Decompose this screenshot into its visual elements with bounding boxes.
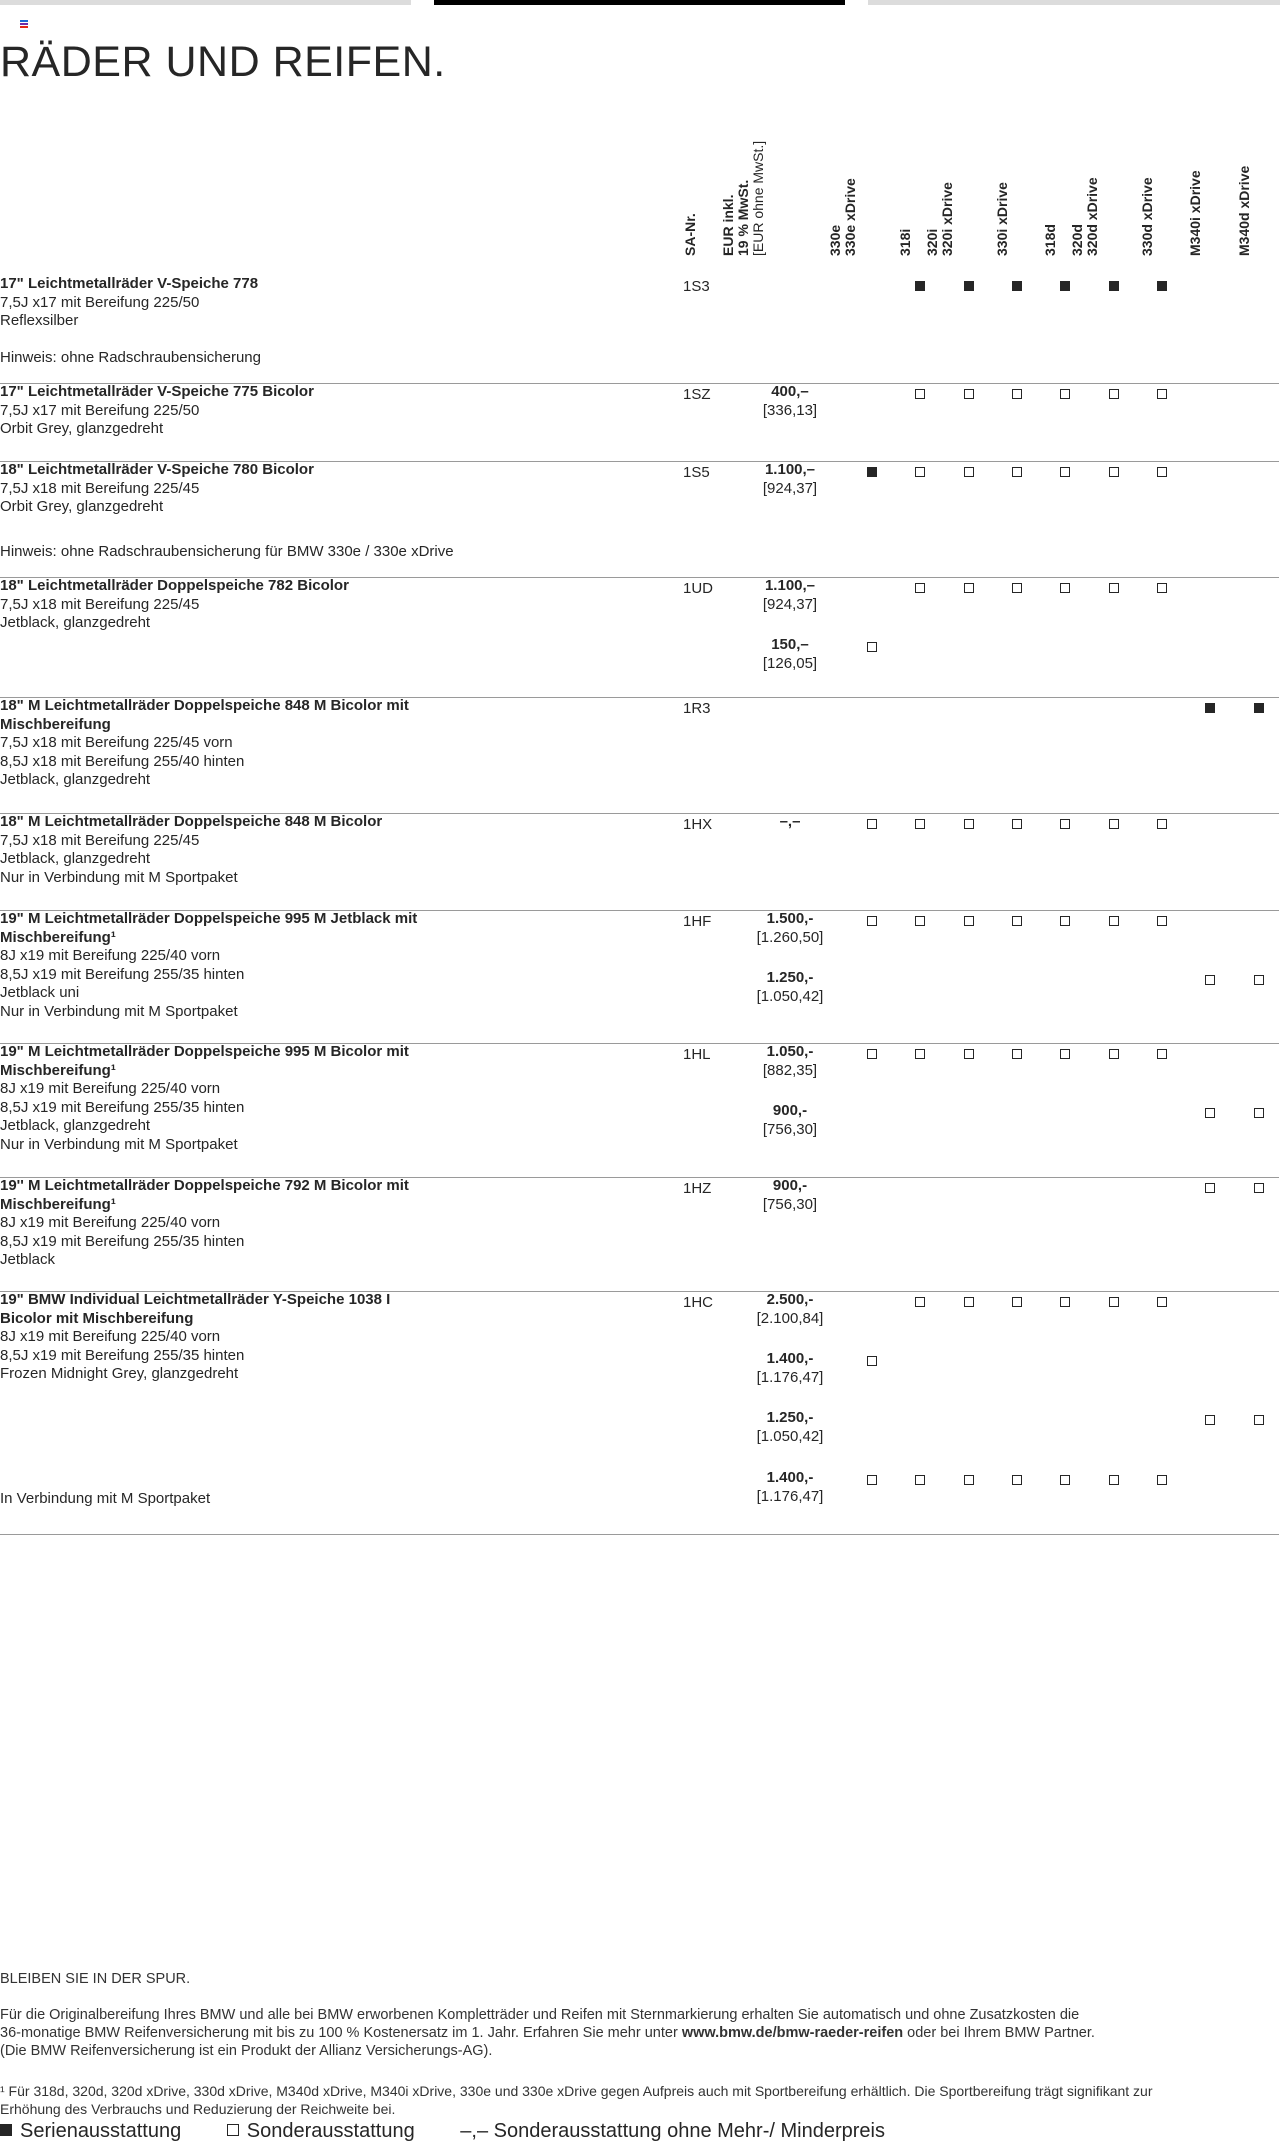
optional-equipment-mark <box>964 389 974 399</box>
model-header-line1: 330i xDrive <box>994 182 1010 256</box>
standard-equipment-mark <box>915 281 925 291</box>
model-header-line2: 320i xDrive <box>939 182 955 256</box>
standard-equipment-mark <box>964 281 974 291</box>
price-cell <box>730 910 850 947</box>
wheel-note: Hinweis: ohne Radschraubensicherung <box>0 349 261 366</box>
price-cell <box>730 1102 850 1139</box>
wheel-spec-line: Reflexsilber <box>0 312 79 329</box>
price-cell <box>730 1409 850 1446</box>
optional-equipment-mark <box>1060 467 1070 477</box>
model-header-line1: 320i <box>924 228 940 256</box>
price-eur: 1.400,- <box>766 1469 814 1486</box>
tab-segment-1[interactable] <box>0 0 411 5</box>
optional-equipment-mark <box>1060 583 1070 593</box>
table-row <box>0 461 1279 578</box>
model-header-line2: 330e xDrive <box>842 178 858 256</box>
table-row <box>0 697 1279 814</box>
price-cell <box>730 1350 850 1387</box>
wheel-spec-line: 7,5J x17 mit Bereifung 225/50 <box>0 401 200 419</box>
optional-equipment-mark <box>915 916 925 926</box>
optional-equipment-mark <box>1205 1183 1215 1193</box>
optional-equipment-mark <box>1109 1475 1119 1485</box>
wheel-spec-line: 7,5J x18 mit Bereifung 225/45 vorn <box>0 734 233 751</box>
optional-equipment-mark <box>1254 1183 1264 1193</box>
optional-equipment-mark <box>867 916 877 926</box>
optional-equipment-mark <box>964 819 974 829</box>
price-net: [924,37] <box>762 479 818 497</box>
wheel-description <box>0 577 480 633</box>
optional-equipment-mark <box>915 467 925 477</box>
table-row <box>0 275 1279 384</box>
wheel-title: 18" Leichtmetallräder V-Speiche 780 Bicolor <box>0 461 314 478</box>
price-net: [1.050,42] <box>756 1427 824 1445</box>
table-row <box>0 813 1279 911</box>
wheel-title: 19'' M Leichtmetallräder Doppelspeiche 792 M Bicolor mit Mischbereifung¹ <box>0 1177 409 1213</box>
optional-equipment-mark <box>1012 1297 1022 1307</box>
price-net: [2.100,84] <box>756 1309 824 1327</box>
model-header-line1: 318d <box>1042 224 1058 256</box>
sa-number: 1HZ <box>683 1180 712 1197</box>
optional-equipment-mark <box>1157 583 1167 593</box>
table-row <box>0 1291 1279 1535</box>
price-cell <box>730 1469 850 1506</box>
optional-equipment-mark <box>1060 819 1070 829</box>
price-net: [1.050,42] <box>756 987 824 1005</box>
wheel-note: In Verbindung mit M Sportpaket <box>0 1490 211 1507</box>
legend-dash: –,– Sonderausstattung ohne Mehr-/ Minderpreis <box>460 2120 885 2142</box>
standard-equipment-mark <box>1205 703 1215 713</box>
price-eur: –,– <box>779 813 801 830</box>
wheel-title: 18" M Leichtmetallräder Doppelspeiche 848 M Bicolor <box>0 813 383 830</box>
optional-equipment-mark <box>1012 1049 1022 1059</box>
footer-line-2a: 36-monatige BMW Reifenversicherung mit bis zu 100 % Kostenersatz im 1. Jahr. Erfahren Sie mehr unter <box>0 2025 682 2041</box>
legend-serie <box>0 2120 181 2142</box>
tab-bar <box>0 0 1280 6</box>
sa-number: 1S5 <box>683 464 710 481</box>
wheel-spec-line: Jetblack, glanzgedreht <box>0 614 151 631</box>
optional-equipment-mark <box>915 583 925 593</box>
optional-equipment-mark <box>915 1297 925 1307</box>
optional-equipment-mark <box>1012 819 1022 829</box>
price-cell <box>730 1177 850 1214</box>
optional-equipment-mark <box>1254 1108 1264 1118</box>
price-cell <box>730 1043 850 1080</box>
price-header-3: [EUR ohne MwSt.] <box>750 140 766 256</box>
wheel-spec-line: 8,5J x19 mit Bereifung 255/35 hinten <box>0 965 245 983</box>
wheel-spec-line: Nur in Verbindung mit M Sportpaket <box>0 868 238 886</box>
wheel-spec-line: Orbit Grey, glanzgedreht <box>0 420 164 437</box>
model-header-line1: M340d xDrive <box>1236 165 1252 256</box>
optional-equipment-mark <box>964 583 974 593</box>
wheel-spec-line: 8J x19 mit Bereifung 225/40 vorn <box>0 1214 221 1231</box>
price-cell <box>730 577 850 614</box>
wheel-description <box>0 461 480 517</box>
model-header-line2: 320d xDrive <box>1084 177 1100 256</box>
wheel-spec-line: Jetblack, glanzgedreht <box>0 850 151 867</box>
standard-equipment-mark <box>1109 281 1119 291</box>
wheel-spec-line: Frozen Midnight Grey, glanzgedreht <box>0 1365 239 1382</box>
wheel-spec-line: 7,5J x18 mit Bereifung 225/45 <box>0 479 200 497</box>
wheel-title: 18" Leichtmetallräder Doppelspeiche 782 Bicolor <box>0 577 349 594</box>
price-eur: 1.050,- <box>766 1043 814 1060</box>
price-eur: 1.250,- <box>766 1409 814 1426</box>
optional-equipment-mark <box>1205 975 1215 985</box>
optional-equipment-mark <box>1157 467 1167 477</box>
price-header-2: 19 % MwSt. <box>735 179 751 256</box>
price-eur: 1.250,- <box>766 969 814 986</box>
price-eur: 900,- <box>772 1102 808 1119</box>
optional-equipment-mark <box>915 389 925 399</box>
price-net: [1.260,50] <box>756 928 824 946</box>
price-eur: 150,– <box>771 636 809 653</box>
optional-equipment-mark <box>1205 1108 1215 1118</box>
footer-insurance-text <box>0 2006 1270 2060</box>
sa-header: SA-Nr. <box>682 213 698 256</box>
optional-equipment-mark <box>1060 389 1070 399</box>
sa-number: 1UD <box>683 580 714 597</box>
price-eur: 1.400,- <box>766 1350 814 1367</box>
model-header-line1: 330e <box>827 224 843 256</box>
footer-heading: BLEIBEN SIE IN DER SPUR. <box>0 1971 191 1987</box>
optional-equipment-mark <box>964 467 974 477</box>
wheel-spec-line: 8J x19 mit Bereifung 225/40 vorn <box>0 1080 221 1097</box>
legend-sonder-label: Sonderausstattung <box>246 2120 415 2142</box>
wheel-spec-line: 8,5J x19 mit Bereifung 255/35 hinten <box>0 1098 245 1116</box>
sa-number: 1HL <box>683 1046 711 1063</box>
sa-number: 1R3 <box>683 700 711 717</box>
optional-equipment-mark <box>1109 467 1119 477</box>
price-net: [756,30] <box>762 1120 818 1138</box>
wheel-spec-line: 7,5J x18 mit Bereifung 225/45 <box>0 831 200 849</box>
wheel-spec-line: Nur in Verbindung mit M Sportpaket <box>0 1002 238 1020</box>
wheel-description <box>0 813 480 887</box>
model-header-line1: 330d xDrive <box>1139 177 1155 256</box>
page-title: RÄDER UND REIFEN. <box>0 38 446 86</box>
wheel-title: 17" Leichtmetallräder V-Speiche 778 <box>0 275 259 292</box>
price-header-1: EUR inkl. <box>720 194 736 256</box>
wheel-title: 17" Leichtmetallräder V-Speiche 775 Bicolor <box>0 383 314 400</box>
sa-number: 1HC <box>683 1294 714 1311</box>
wheel-title: 19" M Leichtmetallräder Doppelspeiche 995 M Bicolor mit Mischbereifung¹ <box>0 1043 409 1079</box>
wheel-description <box>0 1291 480 1384</box>
optional-equipment-mark <box>1157 389 1167 399</box>
model-header-line1: 320d <box>1069 224 1085 256</box>
wheel-title: 19" BMW Individual Leichtmetallräder Y-Speiche 1038 I Bicolor mit Mischbereifung <box>0 1291 391 1327</box>
wheel-spec-line: 8J x19 mit Bereifung 225/40 vorn <box>0 947 221 964</box>
tab-segment-3[interactable] <box>868 0 1280 5</box>
table-row <box>0 1043 1279 1178</box>
optional-equipment-mark <box>964 1049 974 1059</box>
sa-number: 1S3 <box>683 278 710 295</box>
open-square-icon <box>227 2124 239 2136</box>
price-cell <box>730 813 850 832</box>
optional-equipment-mark <box>1012 583 1022 593</box>
optional-equipment-mark <box>915 1049 925 1059</box>
price-eur: 2.500,- <box>766 1291 814 1308</box>
optional-equipment-mark <box>1012 916 1022 926</box>
wheel-description <box>0 383 480 439</box>
price-eur: 1.500,- <box>766 910 814 927</box>
optional-equipment-mark <box>1060 1297 1070 1307</box>
price-cell <box>730 636 850 673</box>
price-net: [1.176,47] <box>756 1368 824 1386</box>
optional-equipment-mark <box>1012 467 1022 477</box>
price-net: [882,35] <box>762 1061 818 1079</box>
optional-equipment-mark <box>1109 819 1119 829</box>
legend-serie-label: Serienausstattung <box>20 2120 182 2142</box>
flag-icon <box>20 20 28 27</box>
wheel-spec-line: 8,5J x19 mit Bereifung 255/35 hinten <box>0 1232 245 1250</box>
wheel-description <box>0 697 480 790</box>
footer-line-1: Für die Originalbereifung Ihres BMW und alle bei BMW erworbenen Kompletträder und Reifen mit Sternmarkierung erhalten Sie automatisch und ohne Zusatzkosten die <box>0 2007 1080 2023</box>
optional-equipment-mark <box>1109 389 1119 399</box>
wheel-spec-line: Jetblack, glanzgedreht <box>0 771 151 788</box>
optional-equipment-mark <box>1012 1475 1022 1485</box>
optional-equipment-mark <box>915 819 925 829</box>
optional-equipment-mark <box>1157 1475 1167 1485</box>
wheel-note: Hinweis: ohne Radschraubensicherung für BMW 330e / 330e xDrive <box>0 543 454 560</box>
wheel-spec-line: Orbit Grey, glanzgedreht <box>0 498 164 515</box>
wheel-spec-line: Jetblack, glanzgedreht <box>0 1117 151 1134</box>
footer-line-2 <box>0 2024 1270 2042</box>
price-net: [1.176,47] <box>756 1487 824 1505</box>
filled-square-icon <box>0 2124 12 2136</box>
wheel-spec-line: Jetblack <box>0 1251 56 1268</box>
legend-sonder <box>227 2120 415 2142</box>
price-eur: 400,– <box>771 383 809 400</box>
model-header-line1: M340i xDrive <box>1187 170 1203 256</box>
wheel-spec-line: 8,5J x19 mit Bereifung 255/35 hinten <box>0 1346 245 1364</box>
price-net: [756,30] <box>762 1195 818 1213</box>
optional-equipment-mark <box>867 642 877 652</box>
wheel-spec-line: 8J x19 mit Bereifung 225/40 vorn <box>0 1328 221 1345</box>
optional-equipment-mark <box>1109 1049 1119 1059</box>
price-cell <box>730 383 850 420</box>
optional-equipment-mark <box>1060 1475 1070 1485</box>
optional-equipment-mark <box>1254 1415 1264 1425</box>
price-net: [924,37] <box>762 595 818 613</box>
table-row <box>0 577 1279 698</box>
optional-equipment-mark <box>867 819 877 829</box>
optional-equipment-mark <box>1012 389 1022 399</box>
legend <box>0 2120 925 2143</box>
optional-equipment-mark <box>964 1475 974 1485</box>
optional-equipment-mark <box>1157 1297 1167 1307</box>
tab-segment-2-active[interactable] <box>434 0 845 5</box>
table-row <box>0 910 1279 1044</box>
sa-number: 1HF <box>683 913 712 930</box>
optional-equipment-mark <box>1157 1049 1167 1059</box>
price-cell <box>730 1291 850 1328</box>
standard-equipment-mark <box>867 467 877 477</box>
optional-equipment-mark <box>964 916 974 926</box>
price-net: [336,13] <box>762 401 818 419</box>
price-eur: 1.100,– <box>764 577 816 594</box>
standard-equipment-mark <box>1012 281 1022 291</box>
model-header-line1: 318i <box>897 228 913 256</box>
sa-number: 1SZ <box>683 386 711 403</box>
wheel-spec-line: Nur in Verbindung mit M Sportpaket <box>0 1135 238 1153</box>
footnote-line-2: Erhöhung des Verbrauchs und Reduzierung der Reichweite bei. <box>0 2101 396 2117</box>
footnote-line-1: ¹ Für 318d, 320d, 320d xDrive, 330d xDrive, M340d xDrive, M340i xDrive, 330e und 330e xDrive gegen Aufpreis auch mit Sportbereifung erhältlich. Die Sportbereifung trägt signifikant zur <box>0 2083 1153 2099</box>
optional-equipment-mark <box>1109 916 1119 926</box>
optional-equipment-mark <box>1157 819 1167 829</box>
footer-line-3: (Die BMW Reifenversicherung ist ein Produkt der Allianz Versicherungs-AG). <box>0 2043 493 2059</box>
table-row <box>0 1177 1279 1292</box>
wheel-description <box>0 910 480 1021</box>
wheel-title: 18" M Leichtmetallräder Doppelspeiche 848 M Bicolor mit Mischbereifung <box>0 697 409 733</box>
wheel-spec-line: Jetblack uni <box>0 984 80 1001</box>
price-eur: 900,- <box>772 1177 808 1194</box>
optional-equipment-mark <box>964 1297 974 1307</box>
wheel-spec-line: 8,5J x18 mit Bereifung 255/40 hinten <box>0 752 245 770</box>
insurance-link[interactable]: www.bmw.de/bmw-raeder-reifen <box>681 2025 904 2041</box>
sa-number: 1HX <box>683 816 713 833</box>
optional-equipment-mark <box>1060 916 1070 926</box>
price-cell <box>730 969 850 1006</box>
wheel-spec-line: 7,5J x18 mit Bereifung 225/45 <box>0 595 200 613</box>
standard-equipment-mark <box>1254 703 1264 713</box>
wheel-title: 19" M Leichtmetallräder Doppelspeiche 995 M Jetblack mit Mischbereifung¹ <box>0 910 418 946</box>
footer-line-2b: oder bei Ihrem BMW Partner. <box>903 2025 1095 2041</box>
optional-equipment-mark <box>867 1356 877 1366</box>
wheel-description <box>0 1043 480 1154</box>
wheel-description <box>0 1177 480 1270</box>
optional-equipment-mark <box>1254 975 1264 985</box>
optional-equipment-mark <box>915 1475 925 1485</box>
price-cell <box>730 461 850 498</box>
standard-equipment-mark <box>1060 281 1070 291</box>
optional-equipment-mark <box>1157 916 1167 926</box>
footnote <box>0 2082 1275 2118</box>
wheel-spec-line: 7,5J x17 mit Bereifung 225/50 <box>0 293 200 311</box>
wheel-description <box>0 275 480 331</box>
optional-equipment-mark <box>867 1475 877 1485</box>
optional-equipment-mark <box>1060 1049 1070 1059</box>
optional-equipment-mark <box>867 1049 877 1059</box>
standard-equipment-mark <box>1157 281 1167 291</box>
price-eur: 1.100,– <box>764 461 816 478</box>
table-row <box>0 383 1279 462</box>
optional-equipment-mark <box>1205 1415 1215 1425</box>
optional-equipment-mark <box>1109 1297 1119 1307</box>
optional-equipment-mark <box>1109 583 1119 593</box>
price-net: [126,05] <box>762 654 818 672</box>
